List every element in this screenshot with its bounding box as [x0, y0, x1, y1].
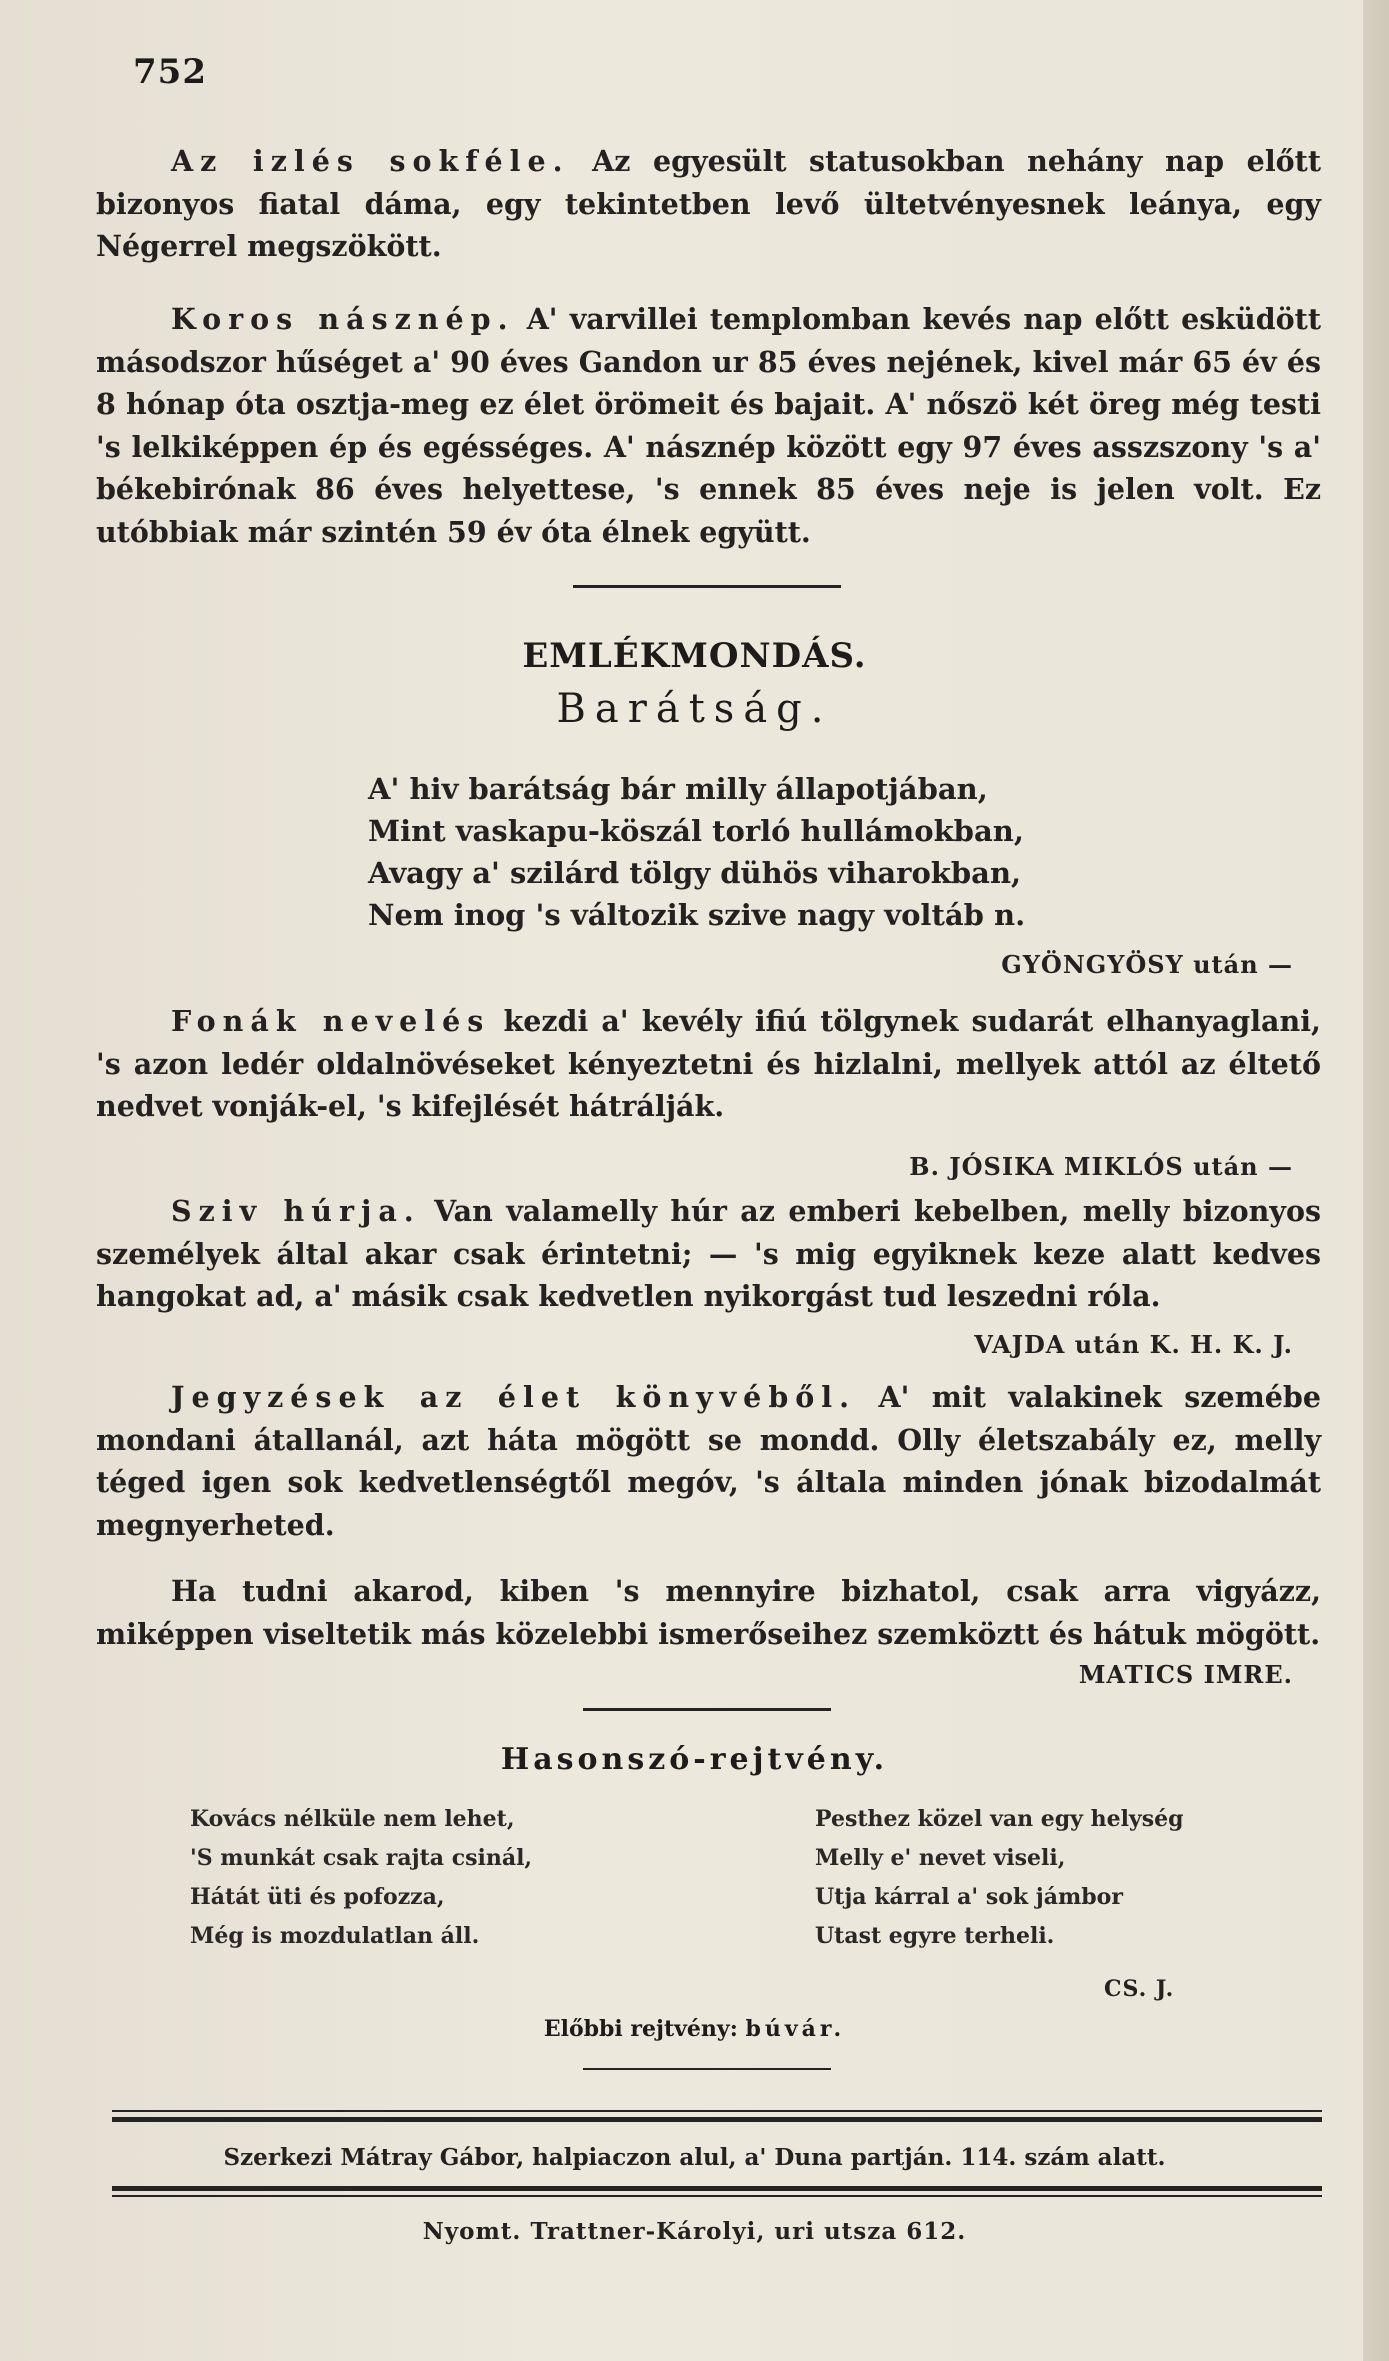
news-item-taste-text: Az egyesült statusokban nehány nap előtt bizonyos fiatal dáma, egy tekintetben levő ültetvényesnek leánya, egy Négerrel megszökött.	[96, 144, 1321, 263]
saying-trust	[96, 1570, 1321, 1655]
saying-upbringing-attribution: B. JÓSIKA MIKLÓS után —	[909, 1152, 1293, 1181]
riddle-bottom-divider	[583, 2068, 831, 2070]
section-title: EMLÉKMONDÁS.	[522, 636, 867, 676]
saying-heartstring-attribution: VAJDA után K. H. K. J.	[974, 1330, 1293, 1359]
saying-upbringing-text: kezdi a' kevély ifiú tölgynek sudarát elhanyaglani, 's azon ledér oldalnövéseket kényeztetni és hizlalni, mellyek attól az éltető nedvet vonják-el, 's kifejlését hátrálják.	[96, 1004, 1321, 1123]
riddle-right-column	[815, 1800, 1183, 1956]
saying-heartstring	[96, 1190, 1321, 1318]
section-subtitle: Barátság.	[556, 686, 833, 732]
poem-line-2: Mint vaskapu-köszál torló hullámokban,	[368, 814, 1024, 848]
riddle-right-line: Utast egyre terheli.	[815, 1923, 1055, 1949]
footer-rule-top	[112, 2110, 1322, 2112]
riddle-left-column	[190, 1800, 532, 1956]
riddle-left-line: Kovács nélküle nem lehet,	[190, 1806, 515, 1832]
poem-line-3: Avagy a' szilárd tölgy dühös viharokban,	[368, 856, 1022, 890]
riddle-right-line: Pesthez közel van egy helység	[815, 1806, 1184, 1832]
previous-riddle-label: Előbbi rejtvény:	[543, 2016, 738, 2042]
footer-printer: Nyomt. Trattner-Károlyi, uri utsza 612.	[422, 2218, 967, 2245]
poem-line-1: A' hiv barátság bár milly állapotjában,	[368, 772, 988, 806]
news-item-taste	[96, 140, 1321, 268]
saying-trust-text: Ha tudni akarod, kiben 's mennyire bizhatol, csak arra vigyázz, miképpen viseltetik más közelebbi ismerőseihez szemköztt és hátuk mögött.	[96, 1574, 1321, 1651]
riddle-left-line: Hátát üti és pofozza,	[190, 1884, 445, 1910]
riddle-divider	[583, 1708, 831, 1711]
section-divider	[573, 585, 841, 588]
riddle-title: Hasonszó-rejtvény.	[500, 1742, 889, 1777]
news-item-wedding	[96, 298, 1321, 553]
news-item-wedding-text: A' varvillei templomban kevés nap előtt esküdött másodszor hűséget a' 90 éves Gandon ur 85 éves nejének, kivel már 65 év és 8 hónap óta osztja-meg ez élet örömeit és bajait. A' nőszö két öreg még testi 's lelkiképpen ép és egésséges. A' násznép között egy 97 éves asszszony 's a' békebirónak 86 éves helyettese, 's ennek 85 éves neje is jelen volt. Ez utóbbiak már szintén 59 év óta élnek együtt.	[96, 302, 1321, 549]
news-item-taste-lead: Az izlés sokféle.	[171, 144, 570, 178]
footer-rule-mid-thin	[112, 2195, 1322, 2197]
previous-riddle-answer: búvár.	[745, 2016, 846, 2042]
saying-notes-lead: Jegyzések az élet könyvéből.	[171, 1380, 857, 1414]
riddle-right-line: Utja kárral a' sok jámbor	[815, 1884, 1123, 1910]
poem-line-4: Nem inog 's változik szive nagy voltáb n.	[368, 898, 1026, 932]
page-edge	[1363, 0, 1389, 2361]
saying-notes	[96, 1376, 1321, 1546]
news-item-wedding-lead: Koros násznép.	[171, 302, 515, 336]
saying-upbringing-lead: Fonák nevelés	[171, 1004, 491, 1038]
page-number: 752	[133, 52, 207, 92]
riddle-left-line: 'S munkát csak rajta csinál,	[190, 1845, 533, 1871]
footer-editor: Szerkezi Mátray Gábor, halpiaczon alul, a' Duna partján. 114. szám alatt.	[223, 2144, 1166, 2171]
saying-notes-text: A' mit valakinek szemébe mondani átallanál, azt háta mögött se mondd. Olly életszabály ez, melly téged igen sok kedvetlenségtől megóv, 's általa minden jónak bizodalmát megnyerheted.	[96, 1380, 1321, 1542]
footer-rule-thick	[112, 2117, 1322, 2122]
saying-trust-attribution: MATICS IMRE.	[1078, 1660, 1293, 1689]
riddle-left-line: Még is mozdulatlan áll.	[190, 1923, 480, 1949]
saying-heartstring-lead: Sziv húrja.	[171, 1194, 421, 1228]
poem-attribution: GYÖNGYÖSY után —	[1001, 950, 1293, 979]
saying-upbringing	[96, 1000, 1321, 1128]
riddle-signature: CS. J.	[1104, 1976, 1175, 2002]
riddle-right-line: Melly e' nevet viseli,	[815, 1845, 1066, 1871]
saying-heartstring-text: Van valamelly húr az emberi kebelben, melly bizonyos személyek által akar csak érintetni; — 's mig egyiknek keze alatt kedves hangokat ad, a' másik csak kedvetlen nyikorgást tud leszedni róla.	[96, 1194, 1321, 1313]
footer-rule-mid	[112, 2186, 1322, 2191]
previous-riddle	[0, 2016, 1389, 2042]
